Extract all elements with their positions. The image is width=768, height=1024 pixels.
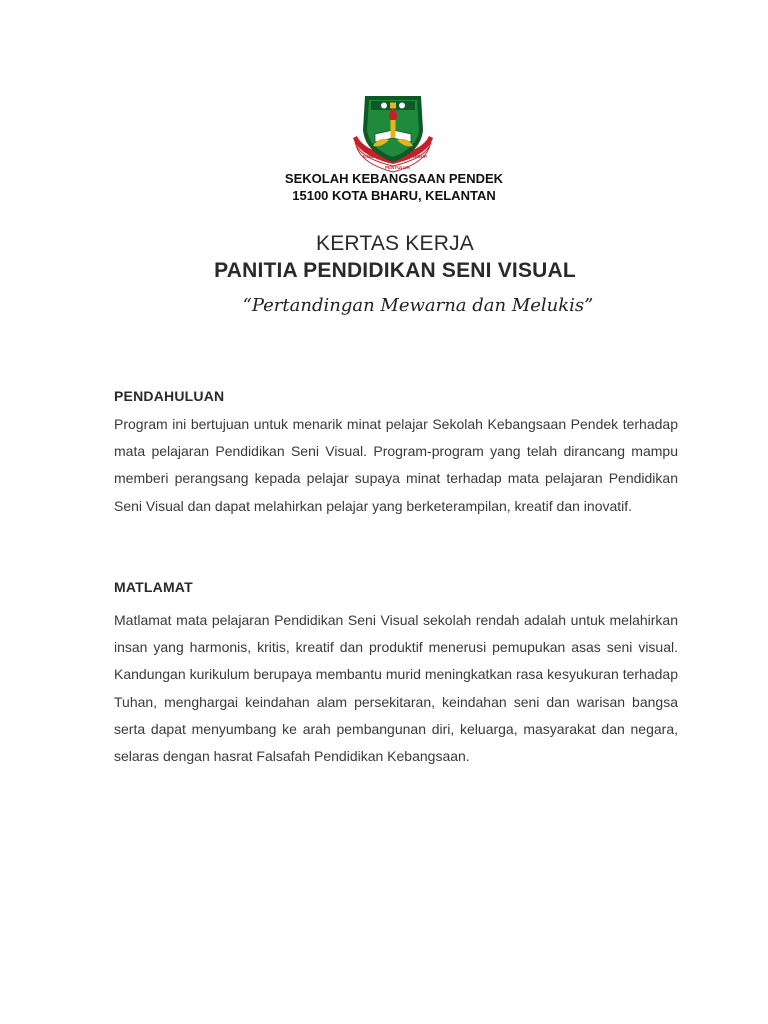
title-line-1: KERTAS KERJA: [315, 232, 474, 255]
section-heading-pendahuluan: PENDAHULUAN: [114, 388, 225, 404]
school-address: 15100 KOTA BHARU, KELANTAN: [292, 188, 496, 203]
school-header: [0, 170, 768, 204]
title-line-2: PANITIA PENDIDIKAN SENI VISUAL: [214, 259, 576, 282]
document-subtitle: “Pertandingan Mewarna dan Melukis”: [242, 295, 594, 316]
section-body-pendahuluan: Program ini bertujuan untuk menarik minat pelajar Sekolah Kebangsaan Pendek terhadap mata pelajaran Pendidikan Seni Visual. Program-program yang telah dirancang mampu memberi perangsang kepada pelajar supaya minat terhadap mata pelajaran Pendidikan Seni Visual dan dapat melahirkan pelajar yang berketerampilan, kreatif dan inovatif.: [114, 416, 678, 514]
school-crest-logo: [349, 90, 437, 178]
crest-banner-right-text: HIDUP: [413, 154, 428, 159]
crest-banner-center-text: PENYULUH: [385, 165, 410, 170]
school-name: SEKOLAH KEBANGSAAN PENDEK: [284, 171, 504, 186]
crest-banner-left-text: ILMU: [363, 154, 374, 159]
section-heading-matlamat: MATLAMAT: [114, 579, 193, 595]
document-title: [0, 230, 768, 284]
section-body-matlamat: Matlamat mata pelajaran Pendidikan Seni Visual sekolah rendah adalah untuk melahirkan insan yang harmonis, kritis, kreatif dan produktif menerusi pemupukan asas seni visual. Kandungan kurikulum berupaya membantu murid meningkatkan rasa kesyukuran terhadap Tuhan, menghargai keindahan alam persekitaran, keindahan seni dan warisan bangsa serta dapat menyumbang ke arah pembangunan diri, keluarga, masyarakat dan negara, selaras dengan hasrat Falsafah Pendidikan Kebangsaan.: [114, 612, 678, 765]
